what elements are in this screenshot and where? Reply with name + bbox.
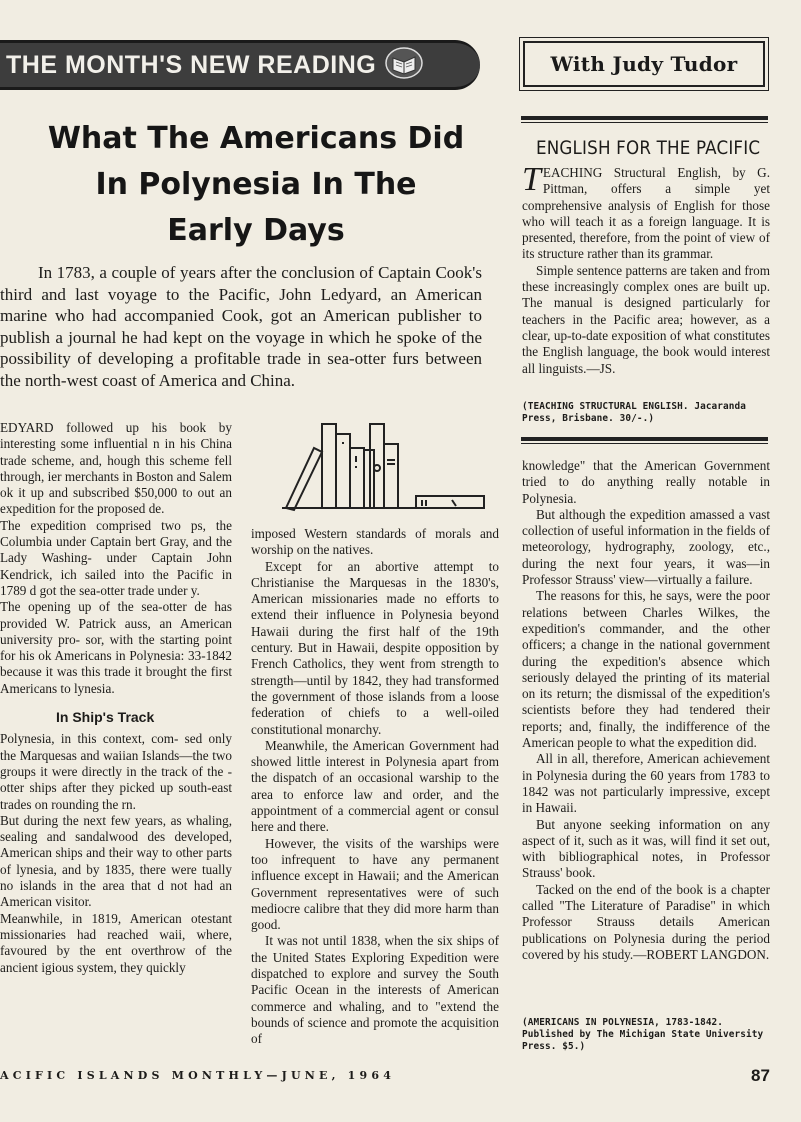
paragraph: It was not until 1838, when the six ships of the United States Exploring Expedition were dispatched to explore and survey the South Pacific Ocean in the interests of American commerce and whaling, and to "extend the bounds of science and promote the acquisition of	[251, 933, 499, 1047]
drop-cap: T	[522, 161, 541, 198]
divider-rule	[521, 443, 768, 444]
book-icon	[384, 46, 424, 85]
paragraph: Tacked on the end of the book is a chapter called "The Literature of Paradise" in which Professor Strauss details American publications on Polynesia during the period covered by his study.—ROBERT LANGDON.	[522, 881, 770, 962]
paragraph: The reasons for this, he says, were the poor relations between Charles Wilkes, the expedition's commander, and the other officers; a change in the national government during the expedition's absence which seriously delayed the printing of its material on its return; the dismissal of the expedition's scientists before they had tendered their reports; and, finally, the indifference of the American people to what the expedition did.	[522, 588, 770, 751]
books-illustration	[276, 420, 488, 517]
divider-rule	[521, 437, 768, 441]
book-review	[522, 161, 770, 377]
paragraph: Except for an abortive attempt to Christianise the Marquesas in the 1830's, American missionaries made no efforts to extend their influence in Polynesia beyond Hawaii during the first half of the 19th century. But in Hawaii, despite opposition by French Catholics, they went from strength to strength—until by 1842, they had transformed the government of those islands from a loose federation of chiefs to a well-oiled constitutional monarchy.	[251, 558, 499, 737]
headline-line: In Polynesia In The	[95, 167, 417, 202]
article-column-2	[251, 526, 499, 1048]
article-column-1	[0, 420, 232, 976]
paragraph: Polynesia, in this context, com- sed only the Marquesas and waiian Islands—the two groups it were directly in the track of the -otter ships after they picked up south-east trades on rounding the rn.	[0, 731, 232, 812]
article-column-3	[522, 458, 770, 963]
headline-line: What The Americans Did	[47, 121, 465, 156]
review-heading: ENGLISH FOR THE PACIFIC	[536, 137, 761, 159]
section-banner	[0, 40, 480, 90]
banner-title: THE MONTH'S NEW READING	[6, 50, 377, 79]
headline-line: Early Days	[167, 213, 345, 248]
paragraph: The opening up of the sea-otter de has provided W. Patrick auss, an American university pro- sor, with the starting point for his ok Americans in Polynesia: 33-1842 because it was this trade it brought the first Americans to lynesia.	[0, 599, 232, 696]
divider-rule	[521, 122, 768, 123]
article-citation: (AMERICANS IN POLYNESIA, 1783-1842. Published by The Michigan State University Press. $5.)	[522, 1017, 764, 1052]
article-headline	[10, 118, 502, 252]
paragraph: imposed Western standards of morals and worship on the natives.	[251, 526, 499, 558]
paragraph: Meanwhile, in 1819, American otestant missionaries had reached waii, where, favoured by the ent overthrow of the ancient igious system, they quickly	[0, 910, 232, 975]
paragraph: But anyone seeking information on any aspect of it, such as it was, will find it set out, with bibliographical notes, in Professor Strauss' book.	[522, 816, 770, 881]
review-text: EACHING Structural English, by G. Pittman, offers a simple yet comprehensive analysis of English for those who will teach it as a foreign language. It is presented, therefore, from the point of view of its structure rather than its grammar.	[522, 165, 770, 262]
review-citation: (TEACHING STRUCTURAL ENGLISH. Jacaranda Press, Brisbane. 30/-.)	[522, 401, 747, 424]
subheading: In Ship's Track	[56, 709, 155, 726]
byline: With Judy Tudor	[550, 52, 738, 76]
article-lede	[0, 262, 482, 392]
paragraph: EDYARD followed up his book by interesting some influential n in his China trade scheme, and, hough this scheme fell through, ier merchants in Boston and Salem ok it up and subscribed $50,000 to out an expedition for the proposed de.	[0, 420, 232, 517]
divider-rule	[521, 116, 768, 120]
paragraph: But although the expedition amassed a vast collection of useful information in the fields of meteorology, hydrography, zoology, etc., during the next four years, it was—in Professor Strauss' view—virtually a failure.	[522, 506, 770, 588]
paragraph: Meanwhile, the American Government had showed little interest in Polynesia apart from the dispatch of an occasional warship to the area to enforce law and order, and the appointment of a commercial agent or consul here and there.	[251, 737, 499, 835]
review-paragraph: Simple sentence patterns are taken and from these increasingly complex ones are built up. The manual is designed particularly for teachers in the Pacific area; however, as a clear, up-to-date exposition of what constitutes the English language, the book would interest all linguists.—JS.	[522, 262, 770, 376]
page-footer: ACIFIC ISLANDS MONTHLY—JUNE, 1964	[0, 1069, 396, 1082]
lede-paragraph: In 1783, a couple of years after the conclusion of Captain Cook's third and last voyage to the Pacific, John Ledyard, an American marine who had accompanied Cook, got an American publisher to publish a journal he had kept on the voyage in which he spoke of the possibility of developing a profitable trade in sea-otter furs between the north-west coast of America and China.	[0, 263, 482, 390]
page-number: 87	[751, 1066, 770, 1085]
paragraph: knowledge" that the American Government tried to do anything really notable in Polynesia.	[522, 458, 770, 506]
paragraph: All in all, therefore, American achievement in Polynesia during the 60 years from 1783 to 1842 was not particularly impressive, except in Hawaii.	[522, 751, 770, 816]
paragraph: The expedition comprised two ps, the Columbia under Captain bert Gray, and the Lady Washing- under Captain John Kendrick, ich sailed into the Pacific in 1789 d got the sea-otter trade under y.	[0, 517, 232, 598]
paragraph: But during the next few years, as whaling, sealing and sandalwood des developed, American ships and their way to other parts of lynesia, and by 1835, there were tually no islands in the area that d not had an American visitor.	[0, 812, 232, 910]
review-paragraph	[522, 161, 770, 263]
paragraph: However, the visits of the warships were too infrequent to have any permanent influence except in Hawaii; and the American Government representatives were of such mediocre calibre that they did more harm than good.	[251, 835, 499, 933]
byline-box	[523, 41, 765, 87]
